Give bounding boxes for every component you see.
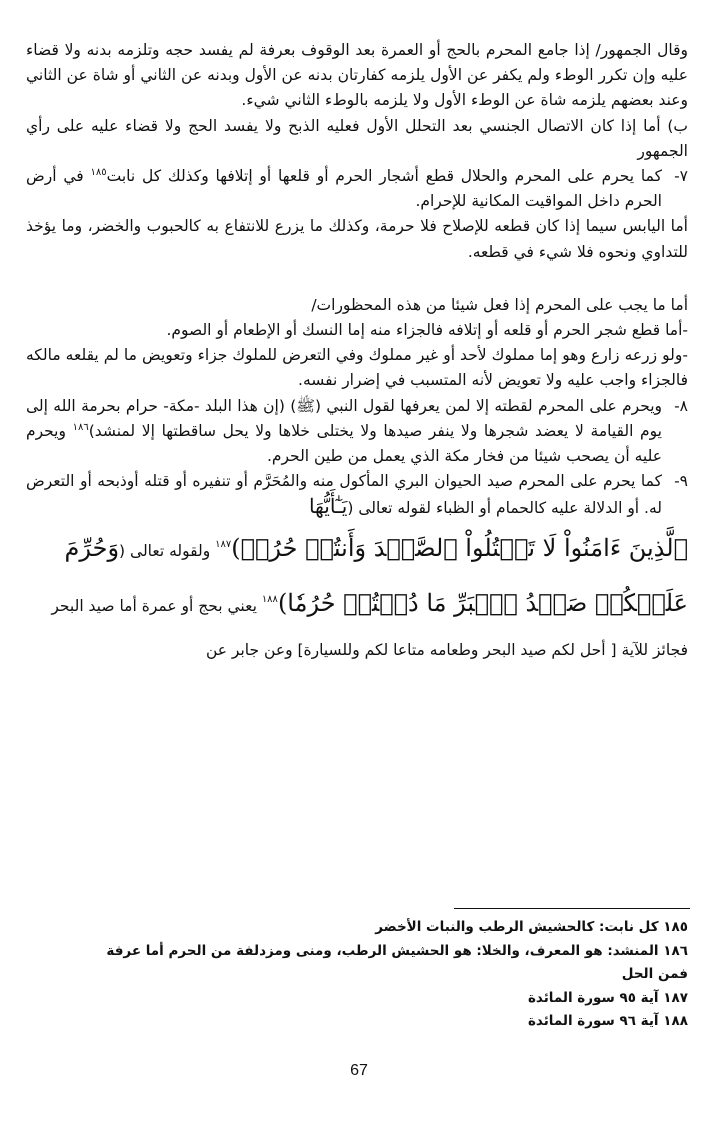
item-8-text-a: ويحرم على المحرم لقطته إلا لمن يعرفها لقول النبي (ﷺ) (إن هذا البلد -مكة- حرام بحرمة الله إلى يوم القيامة لا يعضد شجرها ولا ينفر صيدها ولا يختلى خلاها ولا يحل ساقطتها إلا لمنشد) bbox=[26, 396, 662, 440]
paragraph-penalties-heading: أما ما يجب على المحرم إذا فعل شيئا من هذه المحظورات/ bbox=[311, 295, 688, 314]
paragraph-dry-plants: أما اليابس سيما إذا كان قطعه للإصلاح فلا حرمة، وكذلك ما يزرع للانتفاع به كالحبوب والخضر، وما يؤخذ للتداوي ونحوه فلا شيء في قطعه. bbox=[26, 217, 688, 261]
item-7 bbox=[26, 164, 688, 214]
footnote-187: ١٨٧ آية ٩٥ سورة المائدة bbox=[527, 989, 688, 1006]
section-gap bbox=[26, 265, 688, 293]
quran-verse-line-1 bbox=[26, 522, 688, 577]
quran-verse-start: يَـٰٓأَيُّهَا bbox=[308, 494, 348, 519]
paragraph-b-text: ب) أما إذا كان الاتصال الجنسي بعد التحلل الأول فعليه الذبح ولا يفسد الحج ولا قضاء عليه على رأي الجمهور bbox=[26, 116, 688, 160]
quran-verse-line-2 bbox=[26, 577, 688, 632]
footnote-ref-188: ١٨٨ bbox=[261, 593, 278, 605]
paragraph-majority-opinion: وقال الجمهور/ إذا جامع المحرم بالحج أو العمرة بعد الوقوف بعرفة لم يفسد حجه وتلزمه بدنه ولا قضاء عليه وإن تكرر الوطء ولم يكفر عن الأول يلزمه كفارتان بدنه عن الأول وبدنه عن الثاني أو شاة عن الثاني وعند بعضهم يلزمه شاة عن الوطء الأول ولا يلزمه بالوطء الثاني شيء. bbox=[26, 41, 688, 110]
page-number: 67 bbox=[350, 1062, 368, 1079]
paragraph-cutting-trees: -أما قطع شجر الحرم أو قلعه أو إتلافه فالجزاء منه إما النسك أو الإطعام أو الصوم. bbox=[166, 321, 688, 340]
paragraph-b bbox=[26, 114, 688, 164]
quran-verse-96: عَلَيۡكُمۡ صَيۡدُ ٱلۡبَرِّ مَا دُمۡتُمۡ حُرُمٗا) bbox=[277, 588, 688, 617]
footnote-185: ١٨٥ كل نابت: كالحشيش الرطب والنبات الأخضر bbox=[375, 919, 688, 935]
paragraph-sea-game: فجائز للآية [ أحل لكم صيد البحر وطعامه متاعا لكم وللسيارة] وعن جابر عن bbox=[205, 640, 688, 659]
footnotes bbox=[88, 916, 688, 1034]
quran-verse-96-start: وَحُرِّمَ bbox=[64, 533, 120, 562]
footnote-ref-187: ١٨٧ bbox=[215, 538, 232, 550]
item-8-text bbox=[26, 394, 662, 470]
verse-explanation: يعني بحج أو عمرة أما صيد البحر bbox=[51, 596, 262, 615]
item-7-text-a: كما يحرم على المحرم والحلال قطع أشجار الحرم أو قلعها أو إتلافها وكذلك كل نابت bbox=[106, 167, 662, 186]
footnote-186: ١٨٦ المنشد: هو المعرف، والخلا: هو الحشيش الرطب، ومنى ومزدلفة من الحرم أما عرفة فمن الحل bbox=[106, 942, 688, 982]
item-8-number: ٨- bbox=[674, 396, 688, 415]
item-7-text-b: في أرض الحرم داخل المواقيت المكانية للإحرام. bbox=[26, 167, 662, 211]
item-7-number: ٧- bbox=[674, 167, 688, 186]
item-9-text bbox=[26, 469, 662, 521]
item-8 bbox=[26, 394, 688, 470]
main-text bbox=[26, 38, 688, 663]
footnote-188: ١٨٨ آية ٩٦ سورة المائدة bbox=[527, 1013, 688, 1029]
item-8-text-b: ويحرم عليه أن يصحب شيئا من فخار مكة الذي يعمل من طين الحرم. bbox=[26, 421, 662, 466]
verse-connector: ولقوله تعالى ( bbox=[119, 541, 216, 560]
footnote-ref-185: ١٨٥ bbox=[90, 166, 107, 178]
quran-verse-95: ٱلَّذِينَ ءَامَنُواْ لَا تَقۡتُلُواْ ٱلصَّيۡدَ وَأَنتُمۡ حُرُمٞ) bbox=[231, 533, 688, 562]
item-9-number: ٩- bbox=[674, 472, 688, 491]
item-7-text bbox=[26, 164, 662, 214]
paragraph-planted-trees: -ولو زرعه زارع وهو إما مملوك لأحد أو غير مملوك وفي التعرض للملوك جزاء وتعويض ما لم يقلعه مالكه فالجزاء واجب عليه ولا تعويض لأنه المتسبب في إضرار نفسه. bbox=[26, 346, 688, 390]
item-9-text-a: كما يحرم على المحرم صيد الحيوان البري المأكول منه والمُحَرَّم أو تنفيره أو قتله أوذبحه أو التعرض له. أو الدلالة عليه كالحمام أو الظباء لقوله تعالى ( bbox=[26, 472, 662, 518]
item-9 bbox=[26, 469, 688, 521]
footnote-separator bbox=[454, 908, 690, 909]
footnote-ref-186: ١٨٦ bbox=[72, 421, 89, 433]
